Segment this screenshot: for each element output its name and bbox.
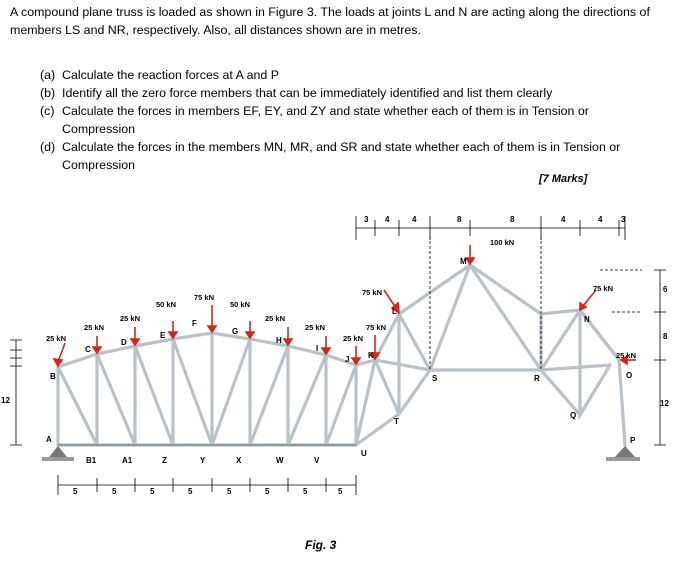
bottom-dim-1: 5	[73, 487, 78, 496]
joint-N: N	[584, 315, 590, 324]
left-dim: 12	[1, 396, 10, 405]
joint-V: V	[314, 456, 320, 465]
load-F-top: 75 kN	[194, 293, 215, 302]
part-a-text: Calculate the reaction forces at A and P	[62, 68, 279, 82]
top-dim-1: 3	[364, 215, 369, 224]
top-dim-6: 4	[561, 215, 566, 224]
load-J: 25 kN	[343, 334, 364, 343]
joint-J: J	[345, 355, 350, 364]
top-dim-5: 8	[510, 215, 515, 224]
load-K: 75 kN	[366, 323, 387, 332]
joint-O: O	[626, 371, 633, 380]
load-O: 25 kN	[616, 351, 637, 360]
load-I: 25 kN	[305, 323, 326, 332]
part-b-text: Identify all the zero force members that can be immediately identified and list them clearly	[62, 86, 553, 100]
right-dim-2: 8	[663, 332, 668, 341]
bottom-dim-5: 5	[227, 487, 232, 496]
top-dim-8: 3	[621, 215, 626, 224]
top-dim-2: 4	[385, 215, 390, 224]
part-c-text: Calculate the forces in members EF, EY, and ZY and state whether each of them is in Tension or Compression	[62, 104, 589, 136]
joint-Z: Z	[162, 456, 167, 465]
figure-caption: Fig. 3	[305, 538, 337, 552]
bottom-dim-4: 5	[188, 487, 193, 496]
joint-U: U	[361, 449, 367, 458]
joint-A: A	[46, 435, 52, 444]
joint-P: P	[630, 436, 636, 445]
truss-members	[58, 265, 625, 445]
top-dim-3: 4	[412, 215, 417, 224]
part-c-label: (c)	[40, 104, 55, 118]
joint-B1: B1	[86, 456, 97, 465]
problem-intro: A compound plane truss is loaded as shown in Figure 3. The loads at joints L and N are acting along the directions of members LS and NR, respectively. Also, all distances shown are in metres.	[10, 5, 650, 37]
part-d-text: Calculate the forces in the members MN, MR, and SR and state whether each of them is in Tension or Compression	[62, 140, 621, 172]
top-dimension-ticks	[356, 216, 625, 240]
joint-S: S	[432, 374, 438, 383]
load-F-left: 50 kN	[156, 300, 177, 309]
joint-Y: Y	[200, 456, 206, 465]
joint-B: B	[50, 372, 56, 381]
part-b-label: (b)	[40, 86, 56, 100]
part-d-label: (d)	[40, 140, 56, 154]
joint-G: G	[232, 327, 239, 336]
load-N: 75 kN	[593, 284, 614, 293]
joint-M: M	[460, 257, 467, 266]
bottom-dim-8: 5	[338, 487, 343, 496]
joint-Q: Q	[570, 411, 577, 420]
bottom-dim-6: 5	[265, 487, 270, 496]
right-dim-3: 12	[660, 399, 669, 408]
support-P	[606, 446, 640, 461]
left-dimension	[10, 340, 22, 445]
top-dim-4: 8	[457, 215, 462, 224]
joint-C: C	[85, 345, 91, 354]
top-dim-7: 4	[598, 215, 603, 224]
load-D: 25 kN	[84, 323, 105, 332]
joint-K: K	[368, 351, 374, 360]
bottom-dim-7: 5	[303, 487, 308, 496]
joint-R: R	[534, 374, 540, 383]
right-dimensions	[654, 270, 666, 445]
bottom-dim-3: 5	[150, 487, 155, 496]
joint-A1: A1	[122, 456, 133, 465]
load-H: 25 kN	[265, 314, 286, 323]
joint-T: T	[394, 417, 399, 426]
load-E: 25 kN	[120, 314, 141, 323]
load-L: 75 kN	[362, 288, 383, 297]
part-a-label: (a)	[40, 68, 56, 82]
joint-W: W	[276, 456, 284, 465]
support-A	[42, 446, 74, 461]
joint-X: X	[236, 456, 242, 465]
right-dim-1: 6	[663, 285, 668, 294]
joint-L: L	[392, 307, 397, 316]
load-G: 50 kN	[230, 300, 251, 309]
load-arrows	[54, 245, 636, 366]
joint-I: I	[316, 344, 319, 353]
load-C-left: 25 kN	[46, 334, 67, 343]
load-M: 100 kN	[490, 238, 515, 247]
joint-D: D	[121, 338, 127, 347]
bottom-dim-2: 5	[112, 487, 117, 496]
joint-E: E	[160, 331, 166, 340]
marks-label: [7 Marks]	[539, 173, 588, 185]
joint-F: F	[192, 319, 197, 328]
bottom-dimension-ticks	[58, 475, 356, 495]
joint-H: H	[276, 336, 282, 345]
